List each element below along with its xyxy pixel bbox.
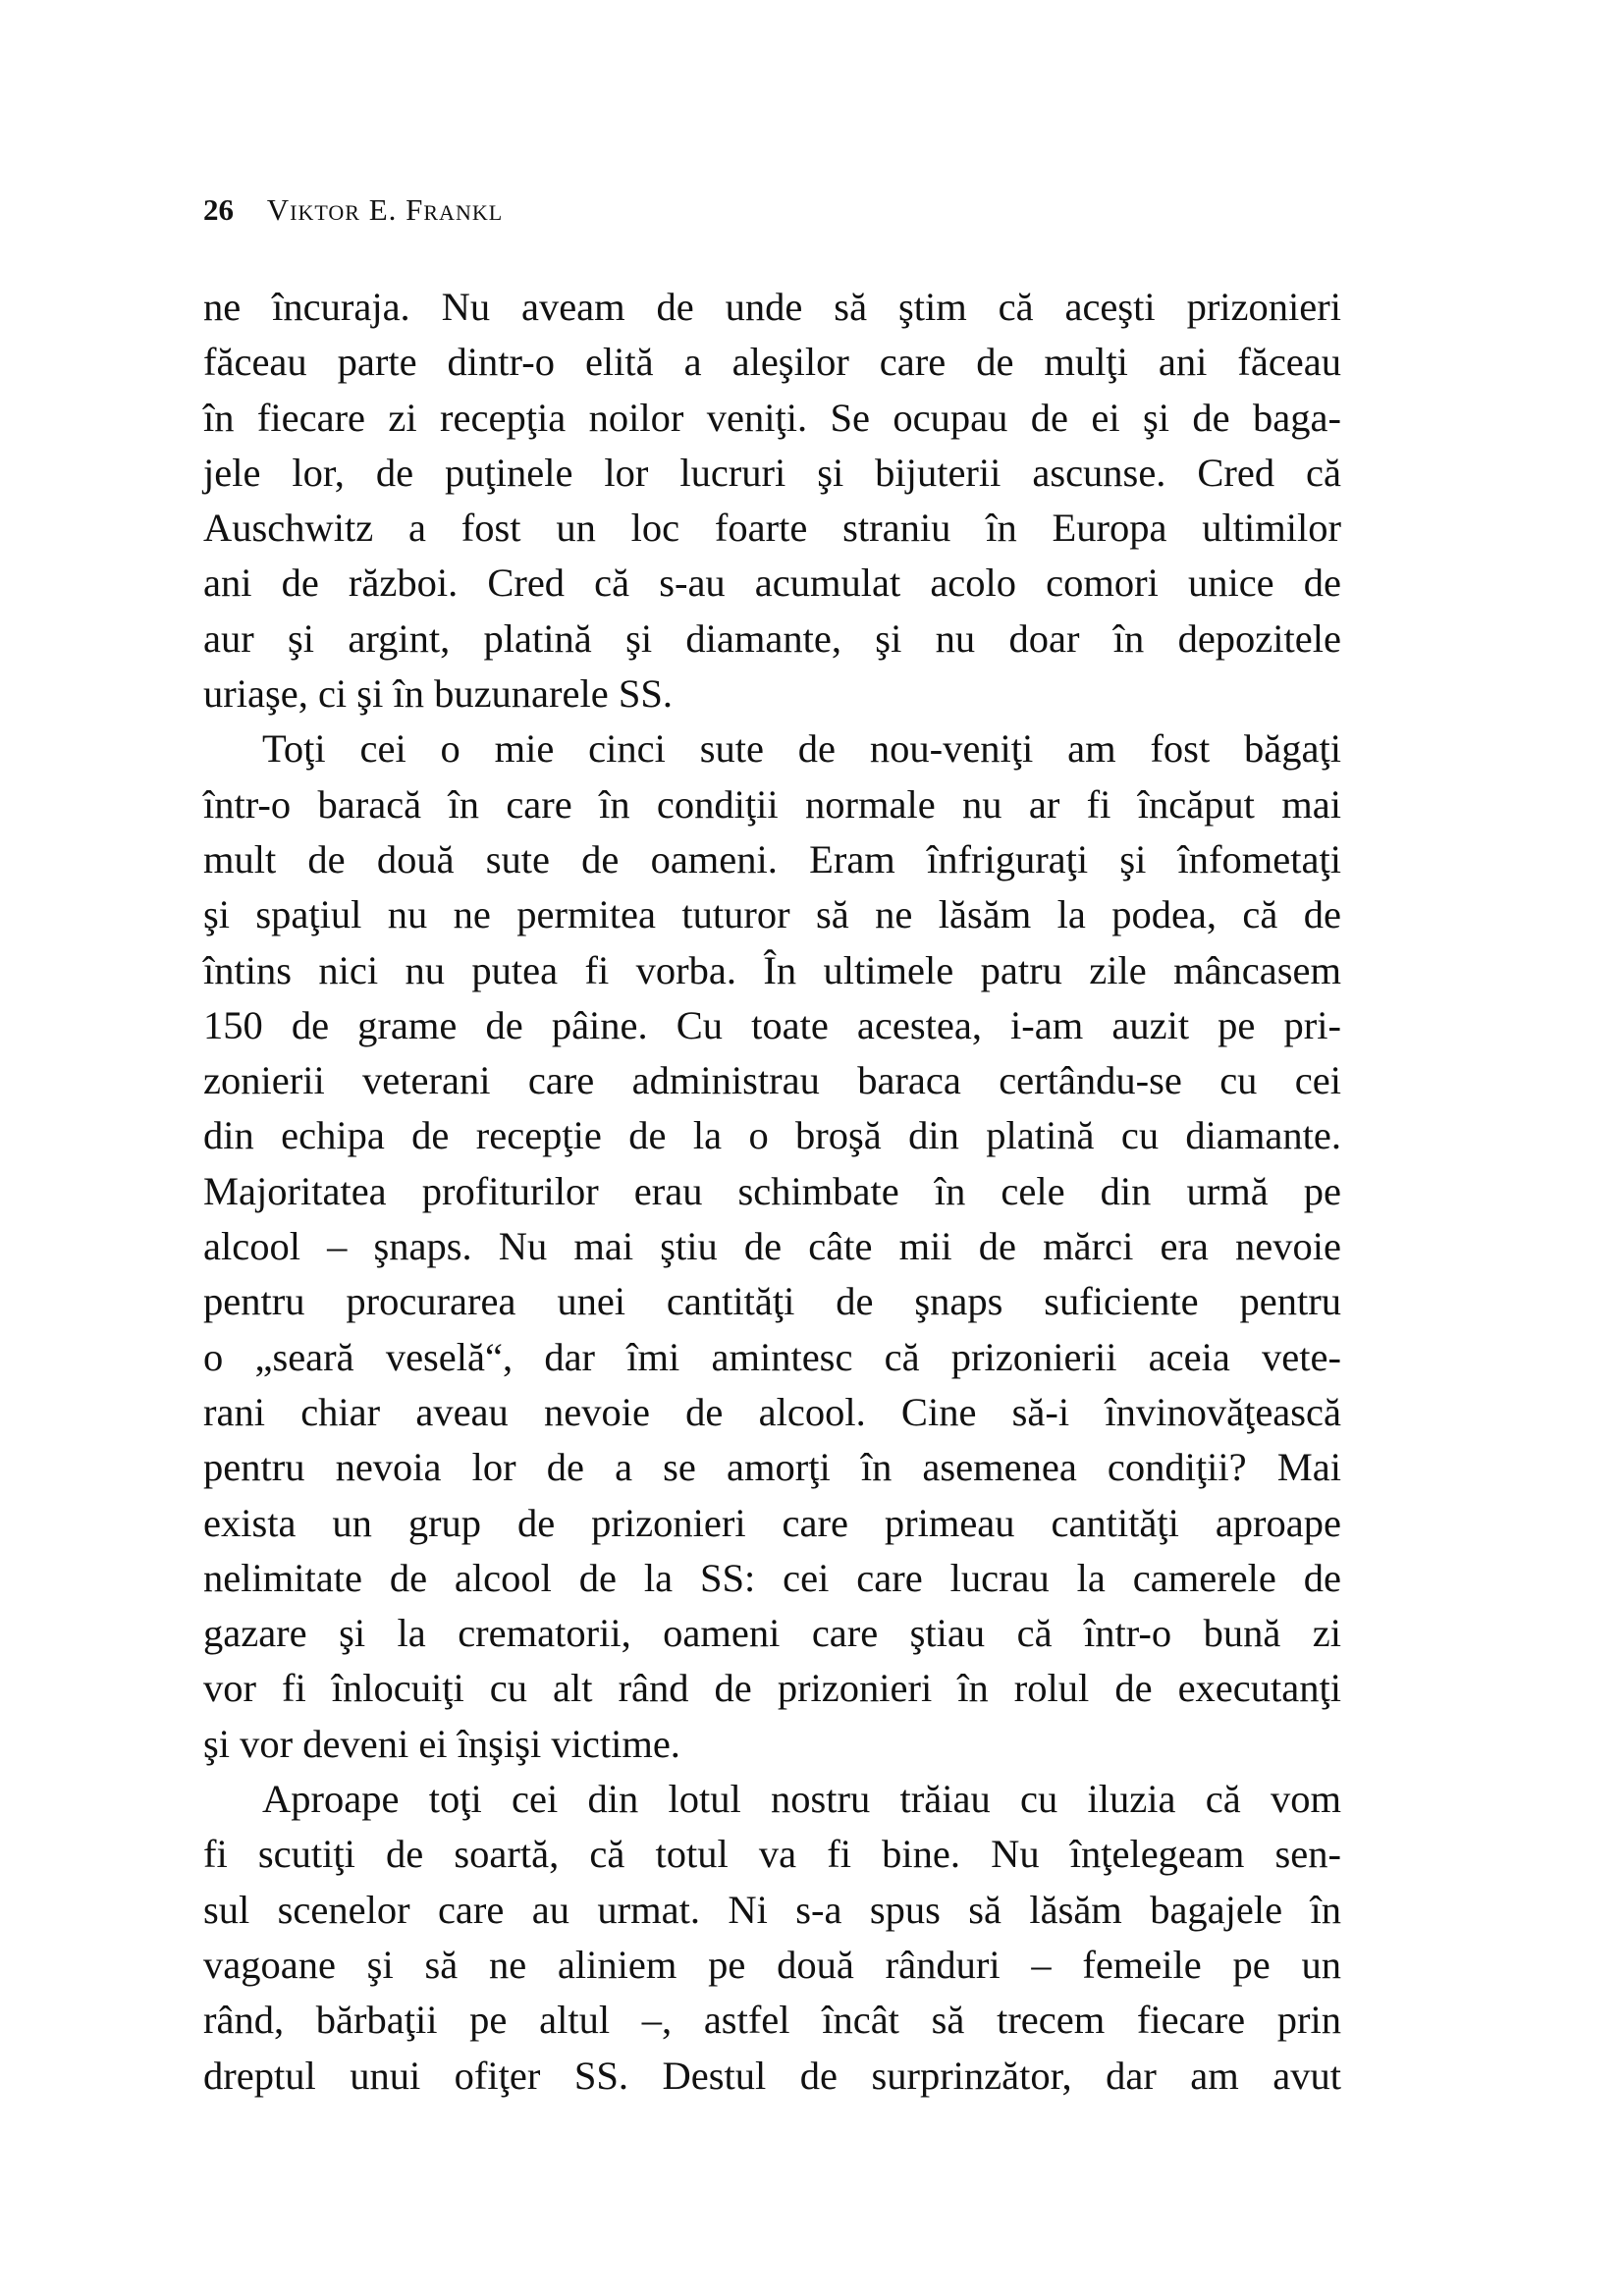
paragraph	[203, 721, 1341, 1772]
text-line: dreptul unui ofiţer SS. Destul de surprinzător, dar am avut	[203, 2053, 1341, 2098]
text-line: o „seară veselă“, dar îmi amintesc că prizonierii aceia vete-	[203, 1334, 1341, 1379]
text-line: Auschwitz a fost un loc foarte straniu în Europa ultimilor	[203, 506, 1341, 551]
text-line: mult de două sute de oameni. Eram înfriguraţi şi înfometaţi	[203, 836, 1341, 881]
text-line: şi vor deveni ei înşişi victime.	[203, 1721, 680, 1766]
body-text	[203, 280, 1341, 2104]
text-line: ne încuraja. Nu aveam de unde să ştim că aceşti prizonieri	[203, 285, 1341, 329]
text-line: în fiecare zi recepţia noilor veniţi. Se ocupau de ei şi de baga-	[203, 395, 1341, 440]
text-line: nelimitate de alcool de la SS: cei care lucrau la camerele de	[203, 1555, 1341, 1600]
text-line: din echipa de recepţie de la o broşă din platină cu diamante.	[203, 1113, 1341, 1158]
text-line: aur şi argint, platină şi diamante, şi nu doar în depozitele	[203, 615, 1341, 661]
paragraph	[203, 1772, 1341, 2104]
text-line: alcool – şnaps. Nu mai ştiu de câte mii de mărci era nevoie	[203, 1224, 1341, 1269]
text-line: şi spaţiul nu ne permitea tuturor să ne lăsăm la podea, că de	[203, 892, 1341, 937]
text-line: pentru procurarea unei cantităţi de şnaps suficiente pentru	[203, 1279, 1341, 1324]
text-line: fi scutiţi de soartă, că totul va fi bine. Nu înţelegeam sen-	[203, 1832, 1341, 1877]
running-head-author: Viktor E. Frankl	[266, 192, 504, 227]
text-line: făceau parte dintr-o elită a aleşilor care de mulţi ani făceau	[203, 340, 1341, 385]
paragraph	[203, 280, 1341, 721]
text-line: rând, bărbaţii pe altul –, astfel încât să trecem fiecare prin	[203, 1998, 1341, 2043]
text-line: ani de război. Cred că s-au acumulat acolo comori unice de	[203, 561, 1341, 606]
text-line: într-o baracă în care în condiţii normale nu ar fi încăput mai	[203, 781, 1341, 827]
text-line: 150 de grame de pâine. Cu toate acestea, i-am auzit pe pri-	[203, 1002, 1341, 1047]
text-line: vagoane şi să ne aliniem pe două rânduri – femeile pe un	[203, 1942, 1341, 1987]
page-header	[203, 192, 503, 228]
text-line: vor fi înlocuiţi cu alt rând de prizonieri în rolul de executanţi	[203, 1666, 1341, 1711]
text-line: Toţi cei o mie cinci sute de nou-veniţi am fost băgaţi	[262, 726, 1341, 772]
text-line: pentru nevoia lor de a se amorţi în asemenea condiţii? Mai	[203, 1445, 1341, 1490]
text-line: exista un grup de prizonieri care primeau cantităţi aproape	[203, 1500, 1341, 1545]
text-line: jele lor, de puţinele lor lucruri şi bijuterii ascunse. Cred că	[203, 450, 1341, 495]
text-line: sul scenelor care au urmat. Ni s-a spus să lăsăm bagajele în	[203, 1887, 1341, 1932]
text-line: gazare şi la crematorii, oameni care ştiau că într-o bună zi	[203, 1611, 1341, 1656]
text-line: zonierii veterani care administrau baraca certându-se cu cei	[203, 1058, 1341, 1103]
text-line: rani chiar aveau nevoie de alcool. Cine să-i învinovăţească	[203, 1389, 1341, 1434]
text-line: Majoritatea profiturilor erau schimbate în cele din urmă pe	[203, 1168, 1341, 1213]
text-line: Aproape toţi cei din lotul nostru trăiau cu iluzia că vom	[262, 1777, 1341, 1822]
page-number: 26	[203, 192, 234, 227]
text-line: uriaşe, ci şi în buzunarele SS.	[203, 671, 674, 717]
text-line: întins nici nu putea fi vorba. În ultimele patru zile mâncasem	[203, 947, 1341, 992]
